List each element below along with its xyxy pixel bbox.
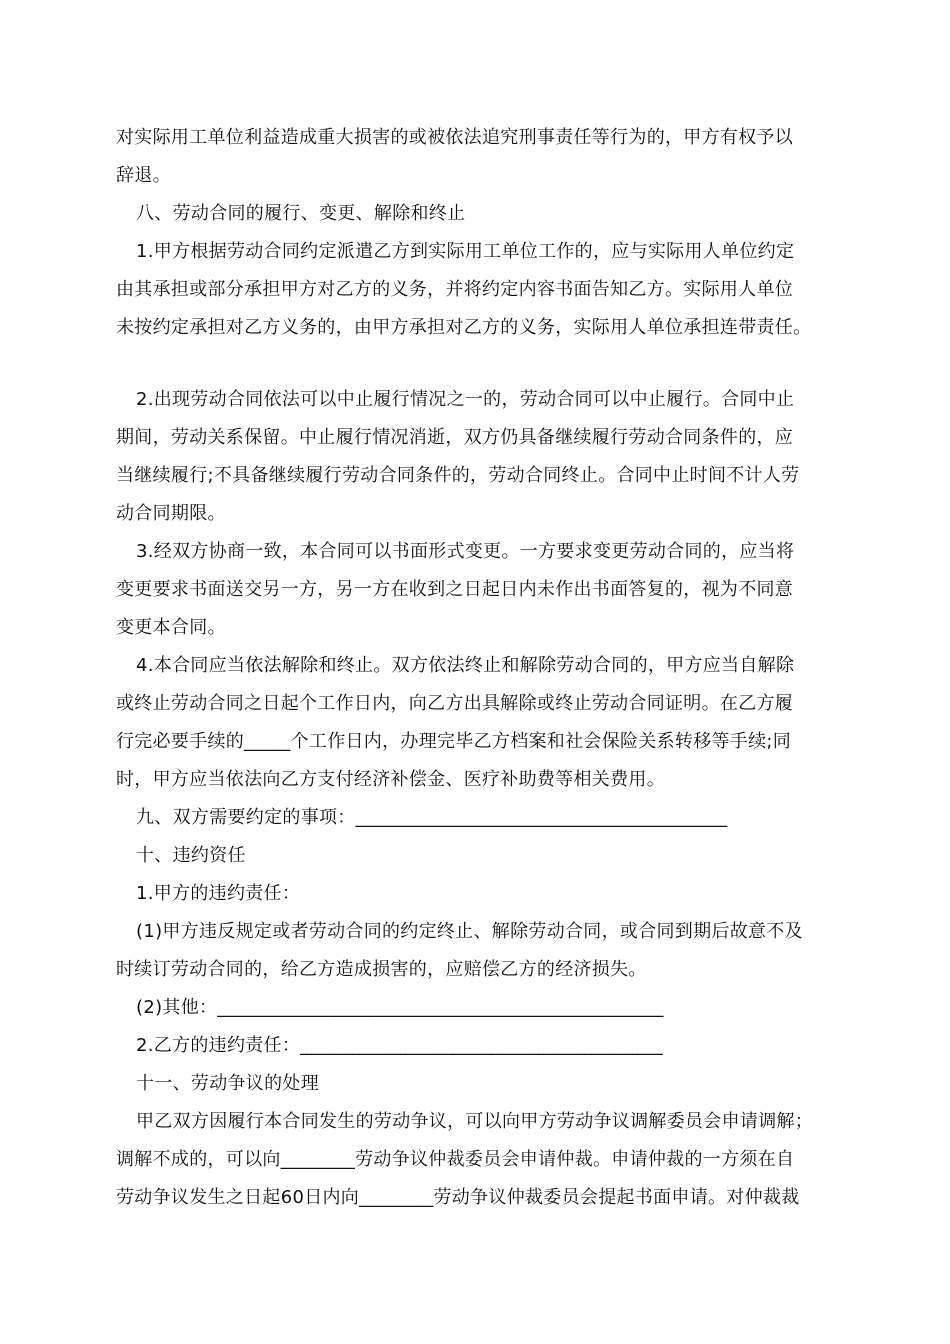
- paragraph-line: 行完必要手续的_____个工作日内，办理完毕乙方档案和社会保险关系转移等手续;同: [116, 731, 792, 752]
- section-heading: 十一、劳动争议的处理: [136, 1073, 319, 1094]
- paragraph-line: 1.甲方的违约责任：: [136, 883, 301, 904]
- paragraph-line: 对实际用工单位利益造成重大损害的或被依法追究刑事责任等行为的，甲方有权予以: [116, 127, 794, 148]
- paragraph-line: 4.本合同应当依法解除和终止。双方依法终止和解除劳动合同的，甲方应当自解除: [136, 655, 795, 676]
- paragraph-line: 动合同期限。: [116, 503, 226, 524]
- section-heading: 九、双方需要约定的事项：________________________________________: [136, 807, 728, 828]
- paragraph-line: 辞退。: [116, 165, 171, 186]
- paragraph-line: 当继续履行;不具备继续履行劳动合同条件的，劳动合同终止。合同中止时间不计人劳: [116, 465, 800, 486]
- paragraph-line: 1.甲方根据劳动合同约定派遣乙方到实际用工单位工作的，应与实际用人单位约定: [136, 241, 795, 262]
- section-heading: 十、违约资任: [136, 845, 246, 866]
- paragraph-line: (1)甲方违反规定或者劳动合同的约定终止、解除劳动合同，或合同到期后故意不及: [136, 921, 803, 942]
- paragraph-line: 劳动争议发生之日起60日内向________劳动争议仲裁委员会提起书面申请。对仲裁裁: [116, 1187, 800, 1208]
- paragraph-line: 甲乙双方因履行本合同发生的劳动争议，可以向甲方劳动争议调解委员会申请调解；: [136, 1111, 814, 1132]
- section-heading: 八、劳动合同的履行、变更、解除和终止: [136, 203, 466, 224]
- paragraph-line: 或终止劳动合同之日起个工作日内，向乙方出具解除或终止劳动合同证明。在乙方履: [116, 693, 794, 714]
- paragraph-line: 变更要求书面送交另一方，另一方在收到之日起日内未作出书面答复的，视为不同意: [116, 579, 794, 600]
- paragraph-line: 时，甲方应当依法向乙方支付经济补偿金、医疗补助费等相关费用。: [116, 769, 665, 790]
- paragraph-line: 未按约定承担对乙方义务的，由甲方承担对乙方的义务，实际用人单位承担连带责任。: [116, 317, 812, 338]
- paragraph-line: 调解不成的，可以向________劳动争议仲裁委员会申请仲裁。申请仲裁的一方须在自: [116, 1149, 795, 1170]
- paragraph-line: 时续订劳动合同的，给乙方造成损害的，应赔偿乙方的经济损失。: [116, 959, 647, 980]
- paragraph-line: 由其承担或部分承担甲方对乙方的义务，并将约定内容书面告知乙方。实际用人单位: [116, 279, 794, 300]
- paragraph-line: 3.经双方协商一致，本合同可以书面形式变更。一方要求变更劳动合同的，应当将: [136, 541, 795, 562]
- paragraph-line: 2.出现劳动合同依法可以中止履行情况之一的，劳动合同可以中止履行。合同中止: [136, 389, 795, 410]
- paragraph-line: 变更本合同。: [116, 617, 226, 638]
- paragraph-line: 期间，劳动关系保留。中止履行情况消逝，双方仍具备继续履行劳动合同条件的，应: [116, 427, 794, 448]
- paragraph-line: (2)其他：________________________________________________: [136, 997, 664, 1018]
- paragraph-line: 2.乙方的违约责任：_______________________________________: [136, 1035, 663, 1056]
